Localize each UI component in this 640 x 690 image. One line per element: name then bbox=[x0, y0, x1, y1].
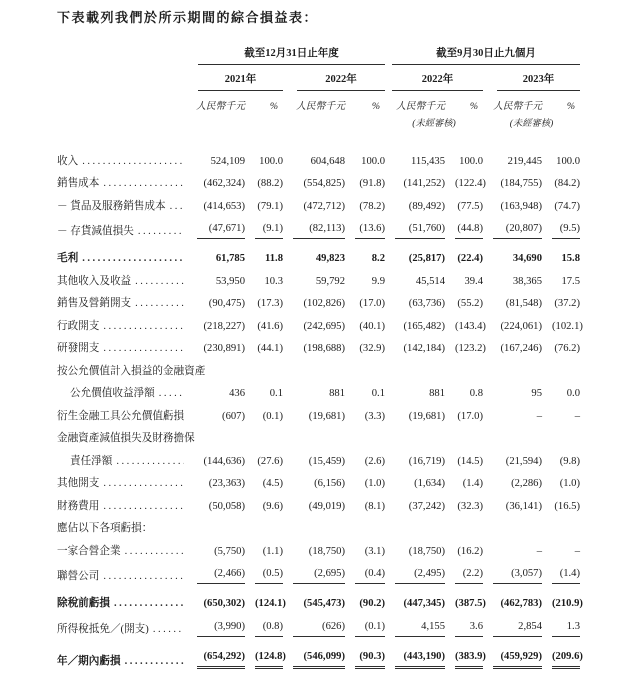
value-cell: (14.5) bbox=[457, 455, 483, 467]
row-label: 收入 bbox=[57, 155, 79, 167]
value-cell: (16.2) bbox=[457, 545, 483, 557]
row-label: － 貨品及服務銷售成本 bbox=[57, 200, 166, 212]
table-row bbox=[57, 641, 580, 673]
value-cell: (15,459) bbox=[308, 455, 345, 467]
value-cell: (459,929) bbox=[493, 649, 542, 669]
table-row bbox=[57, 495, 580, 518]
value-cell: (23,363) bbox=[208, 478, 245, 489]
value-cell: (165,482) bbox=[403, 320, 445, 332]
value-cell: (9.1) bbox=[255, 221, 283, 239]
value-cell: (41.6) bbox=[257, 320, 283, 332]
value-cell: (76.2) bbox=[554, 343, 580, 354]
value-cell: 9.9 bbox=[371, 275, 385, 287]
value-cell: (209.6) bbox=[552, 649, 580, 669]
value-cell: (17.0) bbox=[457, 410, 483, 422]
value-cell: 436 bbox=[229, 388, 245, 399]
unaudited-note: (未經審核) bbox=[412, 119, 456, 129]
value-cell: (141,252) bbox=[403, 178, 445, 189]
header-spacer bbox=[57, 65, 187, 91]
value-cell: (554,825) bbox=[303, 178, 345, 189]
table-row bbox=[57, 383, 580, 406]
table-row bbox=[57, 615, 580, 641]
dot-leader bbox=[170, 199, 184, 214]
value-cell: (44.1) bbox=[257, 343, 283, 354]
value-cell: 45,514 bbox=[415, 275, 445, 287]
value-cell: 8.2 bbox=[371, 253, 385, 264]
value-cell: 0.1 bbox=[269, 388, 283, 399]
table-row bbox=[57, 195, 580, 218]
value-cell: (122.4) bbox=[455, 178, 486, 189]
value-cell: (13.6) bbox=[355, 221, 385, 239]
value-cell: 100.0 bbox=[556, 155, 580, 167]
value-cell: (3,057) bbox=[493, 566, 542, 584]
row-label: 衍生金融工具公允價值虧損 bbox=[57, 410, 185, 422]
value-cell: (0.5) bbox=[255, 566, 283, 584]
value-cell: (198,688) bbox=[303, 343, 345, 354]
value-cell: (18,750) bbox=[308, 545, 345, 557]
value-cell: (1.1) bbox=[262, 545, 283, 557]
percent-header: % bbox=[371, 101, 380, 112]
row-label: 公允價值收益淨額 bbox=[70, 388, 155, 399]
value-cell: 17.5 bbox=[561, 275, 580, 287]
table-row bbox=[57, 518, 580, 541]
value-cell: (37.2) bbox=[554, 298, 580, 309]
value-cell: (230,891) bbox=[203, 343, 245, 354]
value-cell: (9.6) bbox=[262, 500, 283, 512]
value-cell: (18,750) bbox=[408, 545, 445, 557]
dot-leader bbox=[135, 296, 184, 311]
value-cell: 604,648 bbox=[310, 155, 345, 167]
value-cell: (25,817) bbox=[408, 253, 445, 264]
value-cell: (626) bbox=[293, 619, 345, 637]
value-cell: (414,653) bbox=[203, 200, 245, 212]
table-row bbox=[57, 173, 580, 196]
value-cell: 0.1 bbox=[371, 388, 385, 399]
value-cell: (37,242) bbox=[408, 500, 445, 512]
value-cell: (50,058) bbox=[208, 500, 245, 512]
consolidated-income-statement-table bbox=[57, 46, 583, 673]
value-cell: (27.6) bbox=[257, 455, 283, 467]
value-cell: 61,785 bbox=[215, 253, 245, 264]
value-cell: (89,492) bbox=[408, 200, 445, 212]
dot-leader bbox=[125, 544, 184, 559]
value-cell: 524,109 bbox=[210, 155, 245, 167]
table-row bbox=[57, 450, 580, 473]
value-cell: (91.8) bbox=[359, 178, 385, 189]
value-cell: 0.8 bbox=[469, 388, 483, 399]
value-cell: – bbox=[574, 410, 580, 422]
value-cell: 38,365 bbox=[512, 275, 542, 287]
value-cell: (16.5) bbox=[554, 500, 580, 512]
value-cell: (19,681) bbox=[408, 410, 445, 422]
value-cell: (40.1) bbox=[359, 320, 385, 332]
value-cell: (224,061) bbox=[500, 320, 542, 332]
period-header-nine-months: 截至9月30日止九個月 bbox=[392, 46, 580, 65]
value-cell: (47,671) bbox=[197, 221, 245, 239]
value-cell: (0.8) bbox=[255, 619, 283, 637]
value-cell: 115,435 bbox=[410, 155, 445, 167]
value-cell: (3.1) bbox=[364, 545, 385, 557]
value-cell: (218,227) bbox=[203, 320, 245, 332]
value-cell: 3.6 bbox=[455, 619, 483, 637]
table-row bbox=[57, 243, 580, 270]
period-group-row bbox=[57, 46, 580, 65]
value-cell: (90,475) bbox=[208, 298, 245, 309]
value-cell: (184,755) bbox=[500, 178, 542, 189]
value-cell: (63,736) bbox=[408, 298, 445, 309]
dot-leader bbox=[135, 274, 184, 289]
value-cell: (17.0) bbox=[359, 298, 385, 309]
value-cell: (2,695) bbox=[293, 566, 345, 584]
table-row bbox=[57, 540, 580, 563]
value-cell: (9.8) bbox=[559, 455, 580, 467]
value-cell: (650,302) bbox=[203, 598, 245, 609]
dot-leader bbox=[103, 319, 184, 334]
value-cell: (49,019) bbox=[308, 500, 345, 512]
table-row bbox=[57, 405, 580, 428]
dot-leader bbox=[82, 154, 184, 169]
row-label: 毛利 bbox=[57, 253, 79, 264]
value-cell: (1.0) bbox=[364, 478, 385, 489]
value-cell: 10.3 bbox=[264, 275, 283, 287]
value-cell: 39.4 bbox=[464, 275, 483, 287]
value-cell: (0.4) bbox=[355, 566, 385, 584]
value-cell: (462,324) bbox=[203, 178, 245, 189]
value-cell: 59,792 bbox=[315, 275, 345, 287]
value-cell: (3,990) bbox=[197, 619, 245, 637]
value-cell: (210.9) bbox=[552, 598, 583, 609]
year-header-2021: 2021年 bbox=[198, 72, 283, 91]
dot-leader bbox=[159, 386, 184, 401]
value-cell: (21,594) bbox=[505, 455, 542, 467]
header-spacer bbox=[57, 46, 187, 65]
value-cell: 34,690 bbox=[512, 253, 542, 264]
table-row bbox=[57, 360, 580, 383]
row-label: 聯營公司 bbox=[57, 571, 100, 582]
table-row bbox=[57, 150, 580, 173]
value-cell: 4,155 bbox=[395, 619, 445, 637]
value-cell: 0.0 bbox=[566, 388, 580, 399]
dot-leader bbox=[114, 596, 184, 611]
value-cell: (78.2) bbox=[359, 200, 385, 212]
value-cell: (387.5) bbox=[455, 598, 486, 609]
row-label: 其他開支 bbox=[57, 478, 100, 489]
row-label: 年／期內虧損 bbox=[57, 655, 121, 667]
row-label: 一家合營企業 bbox=[57, 545, 121, 557]
value-cell: (654,292) bbox=[197, 649, 245, 669]
unaudited-note-row bbox=[57, 114, 580, 132]
value-cell: – bbox=[574, 545, 580, 557]
table-row bbox=[57, 315, 580, 338]
value-cell: (2,286) bbox=[511, 478, 542, 489]
row-label: 研發開支 bbox=[57, 343, 100, 354]
row-label: 金融資產減值損失及財務擔保 bbox=[57, 433, 195, 444]
table-row bbox=[57, 218, 580, 244]
value-cell: 11.8 bbox=[265, 253, 283, 264]
table-row bbox=[57, 293, 580, 316]
value-cell: 100.0 bbox=[361, 155, 385, 167]
value-cell: 15.8 bbox=[561, 253, 580, 264]
value-cell: (88.2) bbox=[257, 178, 283, 189]
value-cell: (142,184) bbox=[403, 343, 445, 354]
value-cell: (383.9) bbox=[455, 649, 483, 669]
row-label: 銷售及營銷開支 bbox=[57, 298, 132, 309]
value-cell: 219,445 bbox=[507, 155, 542, 167]
value-cell: (1.0) bbox=[559, 478, 580, 489]
value-cell: 2,854 bbox=[493, 619, 542, 637]
value-cell: (0.1) bbox=[355, 619, 385, 637]
row-label: 除稅前虧損 bbox=[57, 598, 110, 609]
value-cell: (545,473) bbox=[303, 598, 345, 609]
value-cell: 100.0 bbox=[259, 155, 283, 167]
value-cell: (1,634) bbox=[414, 478, 445, 489]
value-cell: (143.4) bbox=[455, 320, 486, 332]
percent-header: % bbox=[566, 101, 575, 112]
dot-leader bbox=[116, 454, 184, 469]
value-cell: 881 bbox=[429, 388, 445, 399]
unit-header: 人民幣千元 bbox=[493, 101, 542, 112]
year-header-2023-9m: 2023年 bbox=[497, 72, 580, 91]
unit-header: 人民幣千元 bbox=[396, 101, 445, 112]
dot-leader bbox=[153, 622, 184, 637]
value-cell: (1.4) bbox=[552, 566, 580, 584]
value-cell: (90.2) bbox=[359, 598, 385, 609]
row-label: 其他收入及收益 bbox=[57, 275, 132, 287]
row-label: 銷售成本 bbox=[57, 178, 100, 189]
value-cell: 881 bbox=[329, 388, 345, 399]
value-cell: (74.7) bbox=[554, 200, 580, 212]
value-cell: (9.5) bbox=[552, 221, 580, 239]
value-cell: (102,826) bbox=[303, 298, 345, 309]
unit-header: 人民幣千元 bbox=[296, 101, 345, 112]
dot-leader bbox=[103, 341, 184, 356]
period-header-annual: 截至12月31日止年度 bbox=[198, 46, 385, 65]
value-cell: (32.3) bbox=[457, 500, 483, 512]
unit-header: 人民幣千元 bbox=[196, 101, 245, 112]
table-row bbox=[57, 473, 580, 496]
value-cell: (19,681) bbox=[308, 410, 345, 422]
table-row bbox=[57, 563, 580, 589]
row-label: 應佔以下各項虧損： bbox=[57, 523, 153, 534]
value-cell: (17.3) bbox=[257, 298, 283, 309]
value-cell: (6,156) bbox=[314, 478, 345, 489]
value-cell: (44.8) bbox=[455, 221, 483, 239]
value-cell: – bbox=[536, 410, 542, 422]
value-cell: (22.4) bbox=[457, 253, 483, 264]
value-cell: (1.4) bbox=[462, 478, 483, 489]
table-row bbox=[57, 588, 580, 615]
header-spacer bbox=[57, 91, 187, 114]
value-cell: (82,113) bbox=[293, 221, 345, 239]
dot-leader bbox=[103, 176, 184, 191]
dot-leader bbox=[138, 224, 184, 239]
value-cell: (242,695) bbox=[303, 320, 345, 332]
value-cell: (462,783) bbox=[500, 598, 542, 609]
table-row bbox=[57, 270, 580, 293]
row-label: － 存貨減值損失 bbox=[57, 226, 134, 237]
percent-header: % bbox=[469, 101, 478, 112]
value-cell: (124.8) bbox=[255, 649, 283, 669]
dot-leader bbox=[103, 499, 184, 514]
value-cell: (90.3) bbox=[355, 649, 385, 669]
value-cell: (607) bbox=[222, 410, 245, 422]
row-label: 所得稅抵免／(開支) bbox=[57, 623, 149, 635]
value-cell: (0.1) bbox=[262, 410, 283, 422]
row-label: 財務費用 bbox=[57, 500, 100, 512]
value-cell: (5,750) bbox=[214, 545, 245, 557]
value-cell: (447,345) bbox=[403, 598, 445, 609]
value-cell: (79.1) bbox=[257, 200, 283, 212]
dot-leader bbox=[103, 569, 184, 584]
unit-header-row bbox=[57, 91, 580, 114]
value-cell: (2.2) bbox=[455, 566, 483, 584]
value-cell: – bbox=[536, 545, 542, 557]
value-cell: (8.1) bbox=[364, 500, 385, 512]
value-cell: 49,823 bbox=[315, 253, 345, 264]
year-header-2022: 2022年 bbox=[297, 72, 385, 91]
value-cell: (55.2) bbox=[457, 298, 483, 309]
unaudited-note: (未經審核) bbox=[509, 119, 554, 129]
percent-header: % bbox=[269, 101, 278, 112]
value-cell: (124.1) bbox=[255, 598, 286, 609]
value-cell: (163,948) bbox=[500, 200, 542, 212]
value-cell: (167,246) bbox=[500, 343, 542, 354]
year-header-row bbox=[57, 65, 580, 91]
value-cell: (144,636) bbox=[203, 455, 245, 467]
dot-leader bbox=[125, 654, 184, 669]
value-cell: (32.9) bbox=[359, 343, 385, 354]
header-spacer bbox=[57, 114, 187, 132]
row-label: 按公允價值計入損益的金融資產 bbox=[57, 365, 206, 377]
intro-sentence: 下表載列我們於所示期間的綜合損益表： bbox=[57, 10, 319, 25]
year-header-2022-9m: 2022年 bbox=[392, 72, 483, 91]
value-cell: (3.3) bbox=[364, 410, 385, 422]
value-cell: 95 bbox=[531, 388, 542, 399]
value-cell: (81,548) bbox=[505, 298, 542, 309]
dot-leader bbox=[103, 476, 184, 491]
value-cell: (443,190) bbox=[395, 649, 445, 669]
value-cell: (123.2) bbox=[455, 343, 486, 354]
table-row bbox=[57, 338, 580, 361]
row-label: 責任淨額 bbox=[70, 455, 113, 467]
value-cell: (2,466) bbox=[197, 566, 245, 584]
value-cell: 53,950 bbox=[215, 275, 245, 287]
value-cell: 1.3 bbox=[552, 619, 580, 637]
value-cell: (4.5) bbox=[262, 478, 283, 489]
value-cell: (546,099) bbox=[293, 649, 345, 669]
value-cell: (20,807) bbox=[493, 221, 542, 239]
dot-leader bbox=[82, 251, 184, 266]
value-cell: (36,141) bbox=[505, 500, 542, 512]
header-gap bbox=[57, 132, 580, 150]
value-cell: (16,719) bbox=[408, 455, 445, 467]
value-cell: (2.6) bbox=[364, 455, 385, 467]
value-cell: (102.1) bbox=[552, 320, 583, 332]
row-label: 行政開支 bbox=[57, 320, 100, 332]
value-cell: (2,495) bbox=[395, 566, 445, 584]
value-cell: (77.5) bbox=[457, 200, 483, 212]
value-cell: (472,712) bbox=[303, 200, 345, 212]
table-row bbox=[57, 428, 580, 451]
value-cell: (84.2) bbox=[554, 178, 580, 189]
value-cell: (51,760) bbox=[395, 221, 445, 239]
value-cell: 100.0 bbox=[459, 155, 483, 167]
